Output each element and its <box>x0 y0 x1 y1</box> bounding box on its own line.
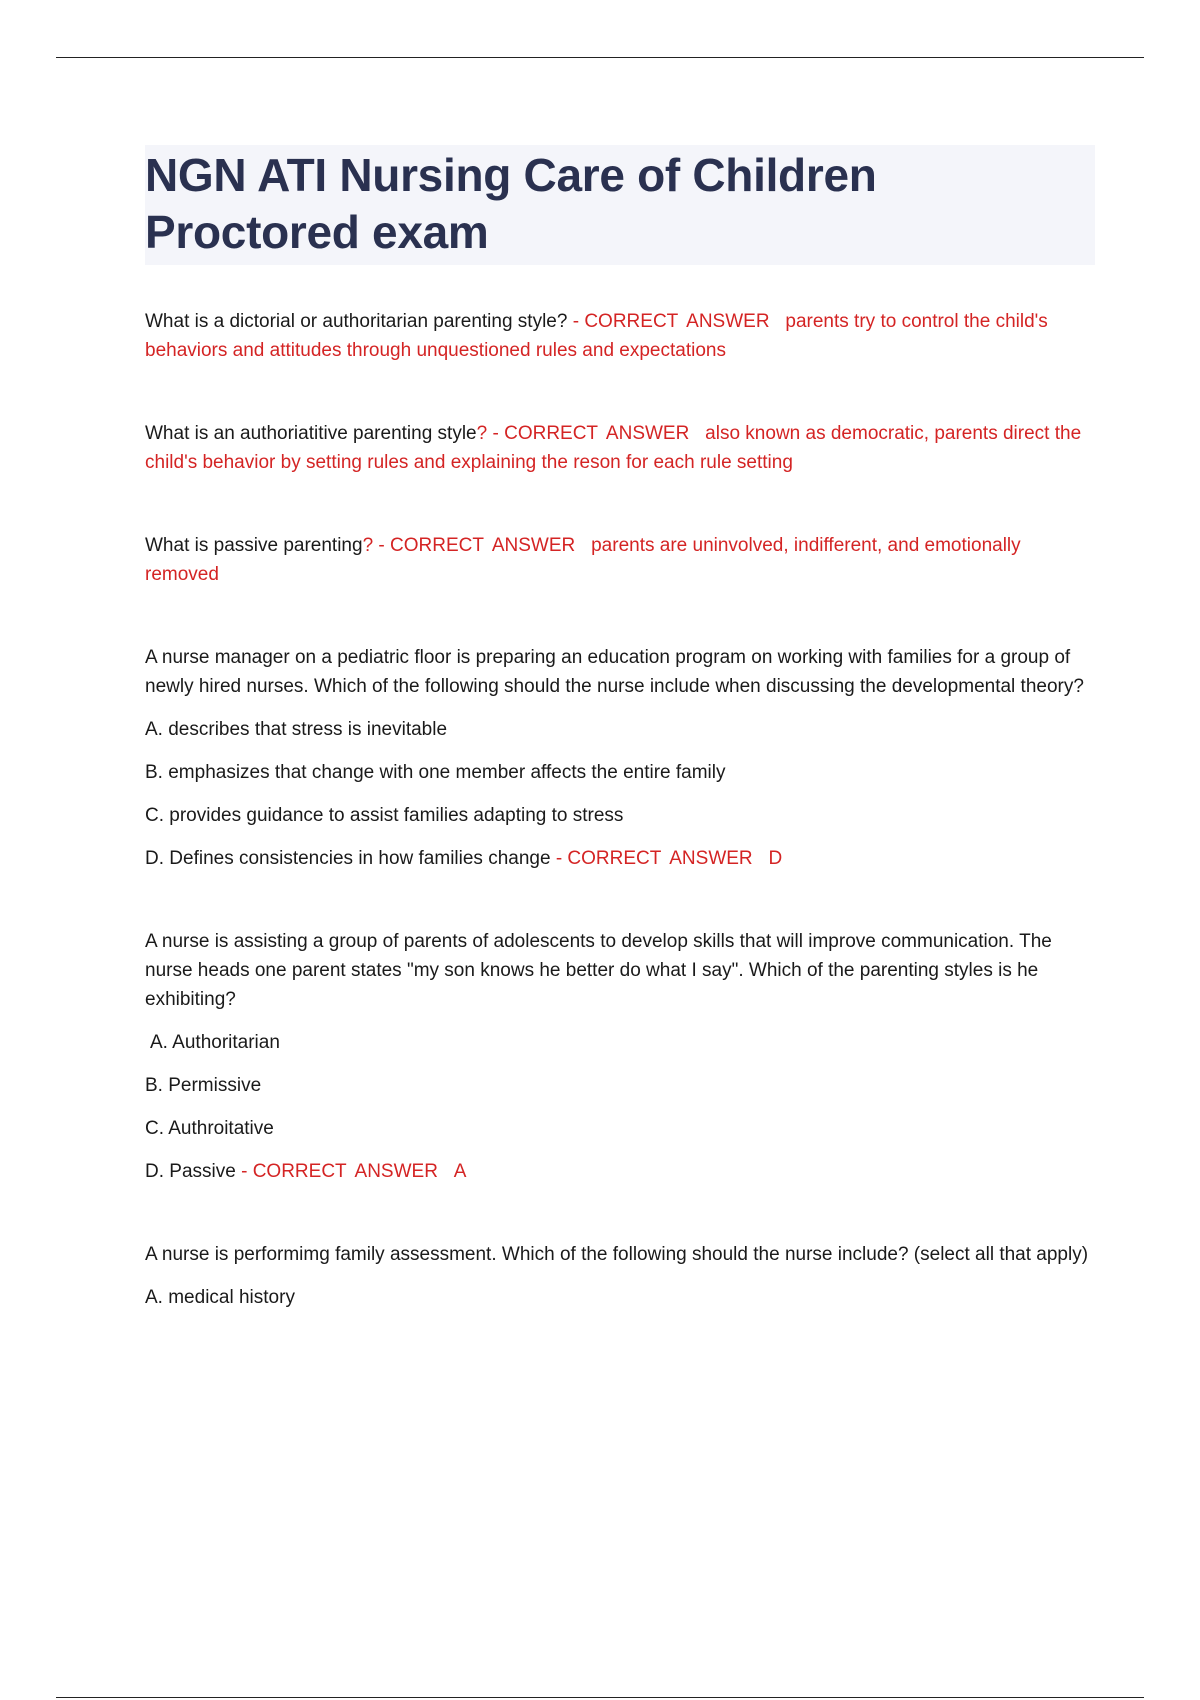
question-2 <box>145 419 1095 477</box>
option-c: C. Authroitative <box>145 1118 274 1139</box>
top-rule <box>56 57 1144 58</box>
answer-text: parents are uninvolved, indifferent, and emotionally removed <box>145 535 1021 585</box>
answer-text: A <box>453 1161 467 1182</box>
option-a: A. Authoritarian <box>150 1032 280 1053</box>
option-c: C. provides guidance to assist families adapting to stress <box>145 805 624 826</box>
title-block <box>145 145 1095 265</box>
question-5 <box>145 927 1095 1186</box>
question-text: What is a dictorial or authoritarian parenting style? - CORRECT ANSWER parents try to control the child's behaviors and attitudes through unquestioned rules and expectations <box>145 311 1048 361</box>
question-6 <box>145 1240 1095 1312</box>
question-text: What is an authoriatitive parenting style? - CORRECT ANSWER also known as democratic, parents direct the child's behavior by setting rules and explaining the reson for each rule setting <box>145 423 1082 473</box>
page-title: NGN ATI Nursing Care of Children Proctored exam <box>145 149 877 258</box>
document-body <box>145 145 1095 1366</box>
answer-marker: - CORRECT ANSWER parents try to control the child's behaviors and attitudes through unquestioned rules and expectations <box>145 311 1048 361</box>
question-text: A nurse is performimg family assessment. Which of the following should the nurse include? (select all that apply) <box>145 1244 1089 1265</box>
answer-text: parents try to control the child's behaviors and attitudes through unquestioned rules and expectations <box>145 311 1048 361</box>
option-a: A. describes that stress is inevitable <box>145 719 448 740</box>
question-text: What is passive parenting? - CORRECT ANSWER parents are uninvolved, indifferent, and emotionally removed <box>145 535 1021 585</box>
option-a: A. medical history <box>145 1287 295 1308</box>
question-3 <box>145 531 1095 589</box>
option-d: D. Defines consistencies in how families change - CORRECT ANSWER D <box>145 848 783 869</box>
question-1 <box>145 307 1095 365</box>
option-b: B. Permissive <box>145 1075 262 1096</box>
bottom-rule <box>56 1697 1144 1698</box>
answer-text: D <box>768 848 783 869</box>
option-b: B. emphasizes that change with one member affects the entire family <box>145 762 726 783</box>
answer-text: also known as democratic, parents direct the child's behavior by setting rules and explaining the reson for each rule setting <box>145 423 1082 473</box>
question-text: A nurse manager on a pediatric floor is preparing an education program on working with families for a group of newly hired nurses. Which of the following should the nurse include when discussing the developmental theory? <box>145 647 1084 697</box>
question-4 <box>145 643 1095 873</box>
question-text: A nurse is assisting a group of parents of adolescents to develop skills that will improve communication. The nurse heads one parent states "my son knows he better do what I say". Which of the parenting styles is he exhibiting? <box>145 931 1052 1010</box>
option-d: D. Passive - CORRECT ANSWER A <box>145 1161 467 1182</box>
